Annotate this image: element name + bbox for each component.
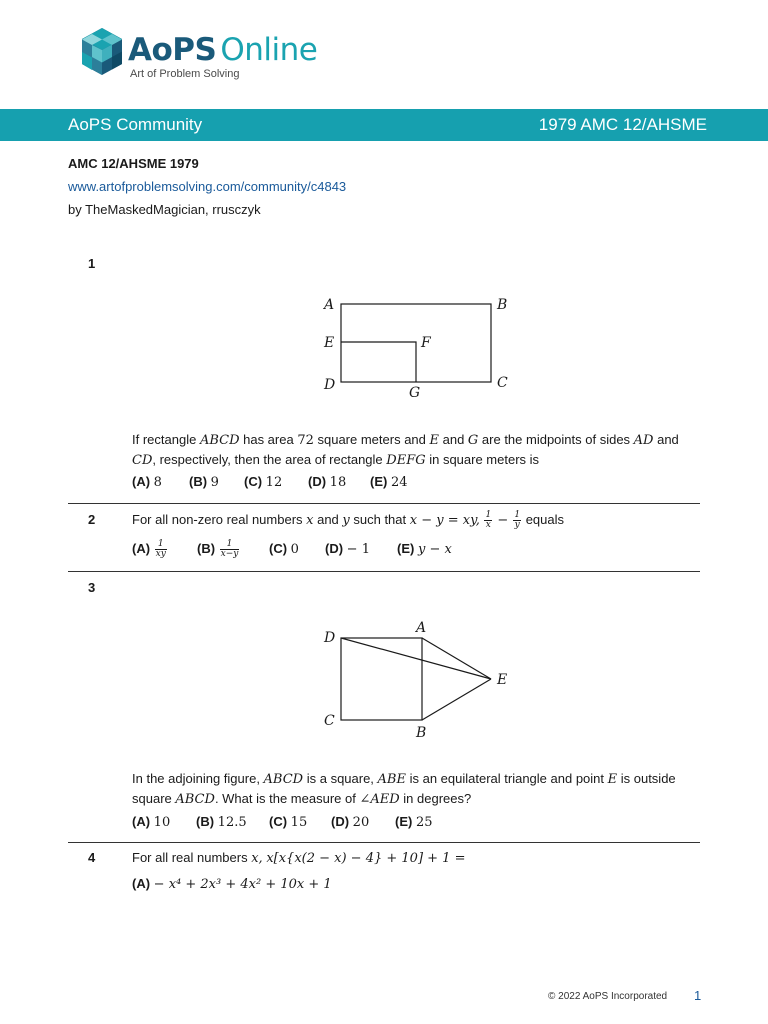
choice-3b: (B) 12.5 [196,814,247,830]
problem-4-choices [132,876,332,892]
aops-logo[interactable] [80,24,400,84]
header-bar [0,109,768,141]
choice-2b: (B) $\frac{1}{x-y}$ [197,539,239,559]
problem-3-figure [310,615,520,745]
fig1-label-a: A [324,297,335,313]
choice-3a: (A) 10 [132,814,171,830]
choice-4a: (A) − x⁴ + 2x³ + 4x² + 10x + 1 [132,876,332,892]
problem-1-text: If rectangle ABCD has area 72 square meters and E and G are the midpoints of sides AD and CD, respectively, then the area of rectangle DEFG in square meters is [132,432,679,468]
contest-title: 1979 AMC 12/AHSME [538,115,707,134]
choice-2c: (C) 0 [269,540,299,557]
choice-1a: (A) 8 [132,474,162,490]
problem-3-number: 3 [88,580,96,595]
logo-product: Online [220,32,318,68]
fig1-label-g: G [409,385,421,401]
choice-1c: (C) 12 [244,474,283,490]
contest-heading: AMC 12/AHSME 1979 [68,156,199,171]
choice-1b: (B) 9 [189,474,219,490]
divider [68,503,700,504]
authors-line: by TheMaskedMagician, rrusczyk [68,202,261,217]
fig1-label-d: D [324,377,336,393]
fig3-label-a: A [416,620,427,636]
fig3-label-c: C [324,713,335,729]
fig1-label-c: C [497,375,508,391]
problem-2-choices [132,540,452,559]
problem-1-choices [132,474,408,490]
fig3-label-e: E [497,672,508,688]
divider [68,842,700,843]
problem-2-number: 2 [88,512,96,527]
problem-3-choices [132,814,433,830]
problem-1-number: 1 [88,256,96,271]
choice-1d: (D) 18 [308,474,347,490]
fig3-label-b: B [416,725,427,741]
footer-copyright: © 2022 AoPS Incorporated [548,991,668,1002]
community-url-link[interactable]: www.artofproblemsolving.com/community/c4843 [68,179,347,194]
community-link[interactable]: AoPS Community [68,115,203,134]
choice-2d: (D) − 1 [325,540,370,557]
fig1-label-b: B [497,297,508,313]
problem-3-text: In the adjoining figure, ABCD is a square, ABE is an equilateral triangle and point E is outside square ABCD. What is the measure of ∠AED in degrees? [132,771,676,807]
problem-4-text: For all real numbers x, x[x{x(2 − x) − 4} + 10] + 1 = [132,850,466,866]
choice-3c: (C) 15 [269,814,308,830]
choice-3d: (D) 20 [331,814,370,830]
problem-2-text: For all non-zero real numbers x and y such that x − y = xy, $\frac{1}{x}$ − $\frac{1}{y}$ equals [132,510,565,531]
divider [68,571,700,572]
cube-logo-icon [80,26,124,78]
logo-tagline: Art of Problem Solving [130,68,240,80]
page-number: 1 [694,988,702,1003]
fig1-label-e: E [324,335,335,351]
choice-2e: (E) y − x [397,540,452,557]
choice-3e: (E) 25 [395,814,433,830]
choice-2a: (A) $\frac{1}{xy}$ [132,539,166,559]
logo-wordmark [128,32,317,68]
problem-1-figure [310,290,520,405]
fig1-label-f: F [421,335,431,351]
logo-brand: AoPS [128,32,217,68]
problem-4-number: 4 [88,850,96,865]
fig3-label-d: D [324,630,336,646]
choice-1e: (E) 24 [370,474,408,490]
